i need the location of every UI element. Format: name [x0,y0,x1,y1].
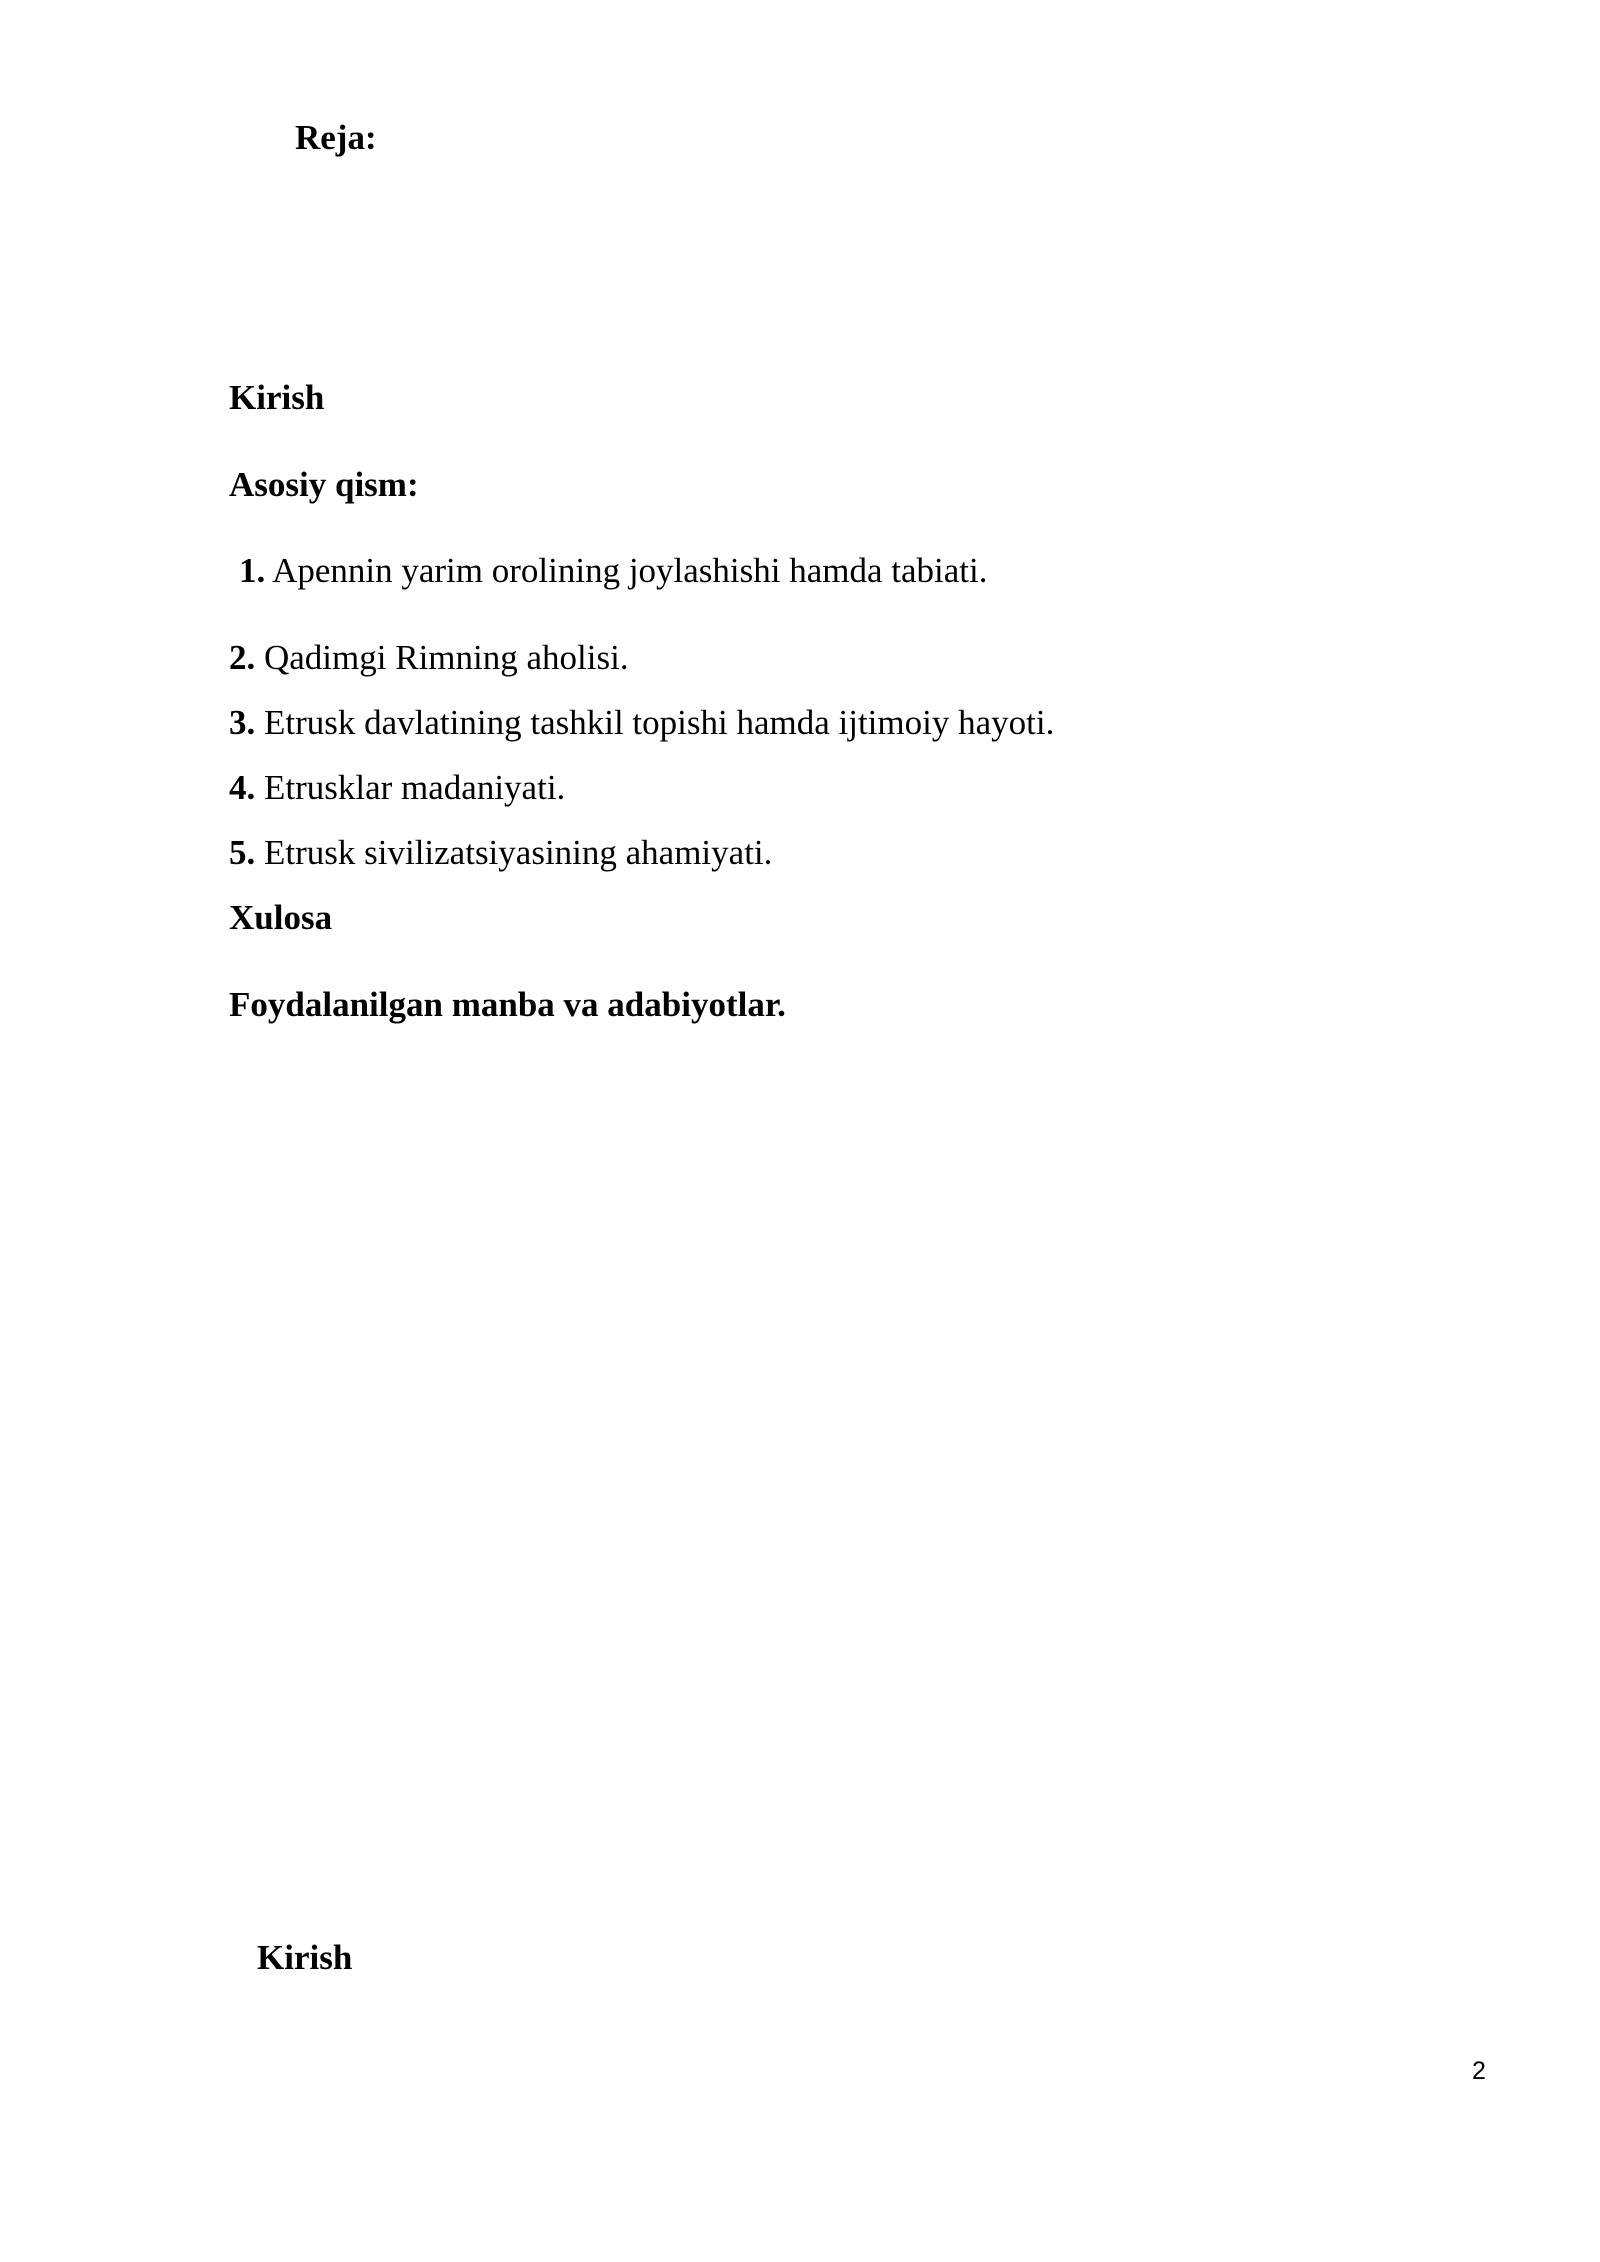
page-number: 2 [1472,2057,1486,2085]
plan-item-text: Etrusklar madaniyati. [264,768,566,807]
plan-item [239,551,988,591]
plan-item-number: 1. [239,551,266,590]
conclusion-heading: Xulosa [229,898,333,937]
plan-item-number: 2. [229,638,256,677]
main-part-heading: Asosiy qism: [229,465,419,504]
plan-item-text: Etrusk davlatining tashkil topishi hamda ijtimoiy hayoti. [264,703,1055,742]
plan-item [229,768,565,808]
plan-item-text: Etrusk sivilizatsiyasining ahamiyati. [264,833,773,872]
plan-item-number: 4. [229,768,256,807]
plan-item [229,638,629,678]
plan-item [229,703,1054,743]
intro-heading: Kirish [229,378,325,417]
references-heading: Foydalanilgan manba va adabiyotlar. [229,985,786,1024]
plan-heading: Reja: [295,118,377,157]
plan-item-text: Apennin yarim orolining joylashishi hamda tabiati. [272,551,988,590]
plan-item-number: 3. [229,703,256,742]
plan-item [229,833,772,873]
plan-item-number: 5. [229,833,256,872]
plan-item-text: Qadimgi Rimning aholisi. [264,638,629,677]
section-heading: Kirish [257,1938,353,1977]
